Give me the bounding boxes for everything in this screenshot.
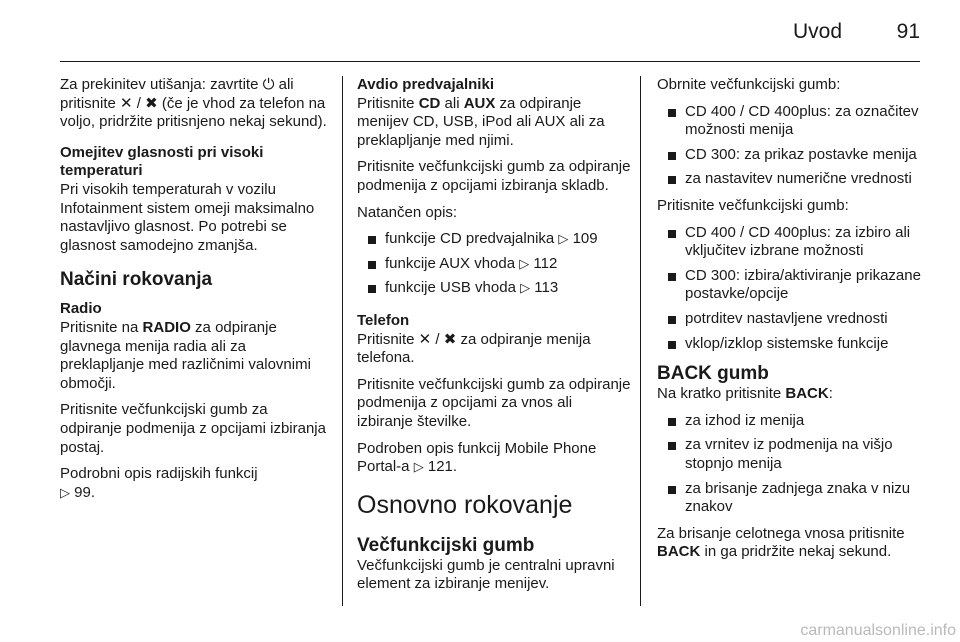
column-middle — [357, 76, 632, 602]
column-right — [657, 76, 925, 570]
paragraph-unmute: Za prekinitev utišanja: zavrtite ⏻ ali pritisnite ✕ / ✖ (če je vhod za telefon na voljo, pridržite pritisnjeno nekaj sekund). — [60, 76, 327, 131]
list-item: CD 300: izbira/aktiviranje prikazane postavke/opcije — [657, 267, 925, 304]
heading-back-button: BACK gumb — [657, 363, 769, 385]
paragraph-audio-submenu: Pritisnite večfunkcijski gumb za odpiranje podmenija z opcijami izbiranja skladb. — [357, 158, 631, 194]
paragraph-back-short: Na kratko pritisnite BACK: — [657, 385, 833, 403]
list-item: za vrnitev iz podmenija na višjo stopnjo menija — [657, 436, 925, 473]
paragraph-clear-entry: Za brisanje celotnega vnosa pritisnite BACK in ga pridržite nekaj sekund. — [657, 524, 905, 561]
paragraph-press-knob: Pritisnite večfunkcijski gumb: — [657, 196, 849, 214]
heading-radio: Radio — [60, 300, 102, 318]
list-press-functions — [657, 224, 925, 354]
heading-phone: Telefon — [357, 311, 410, 329]
paragraph-temperature: Pri visokih temperaturah v vozilu Infotainment sistem omeji maksimalno nastavljivo glasnost. Po potrebi se glasnost samodejno zmanjša. — [60, 180, 315, 254]
page-ref-icon: ▷ — [60, 484, 70, 500]
page-ref-icon: ▷ — [558, 231, 569, 247]
list-item: funkcije AUX vhoda ▷ 112 — [357, 255, 632, 274]
heading-temperature-limit: Omejitev glasnosti pri visoki temperaturi — [60, 143, 264, 180]
paragraph-phone: Pritisnite ✕ / ✖ za odpiranje menija telefona. — [357, 330, 591, 367]
list-item: funkcije CD predvajalnika ▷ 109 — [357, 230, 632, 249]
list-item: za brisanje zadnjega znaka v nizu znakov — [657, 480, 925, 517]
list-item: CD 400 / CD 400plus: za označitev možnosti menija — [657, 103, 925, 140]
paragraph-radio-reference: Podrobni opis radijskih funkcij ▷ 99. — [60, 465, 258, 501]
watermark: carmanualsonline.info — [800, 622, 956, 639]
key-aux: AUX — [463, 94, 496, 112]
list-item: za izhod iz menija — [657, 412, 925, 431]
paragraph-turn-knob: Obrnite večfunkcijski gumb: — [657, 76, 841, 93]
paragraph-multifunction-knob: Večfunkcijski gumb je centralni upravni element za izbiranje menijev. — [357, 556, 615, 593]
paragraph-radio: Pritisnite na RADIO za odpiranje glavnega menija radia ali za preklapljanje med različnimi valovnimi območji. — [60, 318, 311, 392]
header-rule — [60, 61, 920, 62]
column-left — [60, 76, 332, 510]
list-item: CD 300: za prikaz postavke menija — [657, 146, 925, 165]
paragraph-phone-reference: Podroben opis funkcij Mobile Phone Portal-a ▷ 121. — [357, 439, 597, 476]
key-cd: CD — [418, 94, 441, 112]
list-audio-functions — [357, 230, 632, 298]
paragraph-radio-submenu: Pritisnite večfunkcijski gumb za odpiranje podmenija z opcijami izbiranja postaj. — [60, 401, 326, 456]
page-number: 91 — [896, 20, 920, 43]
page-header — [60, 0, 920, 62]
heading-operating-modes: Načini rokovanja — [60, 269, 213, 291]
heading-audio-players: Avdio predvajalniki — [357, 76, 494, 93]
heading-multifunction-knob: Večfunkcijski gumb — [357, 534, 535, 556]
list-back-functions — [657, 412, 925, 517]
page-ref-icon: ▷ — [519, 255, 530, 271]
list-item: CD 400 / CD 400plus: za izbiro ali vključitev izbrane možnosti — [657, 224, 925, 261]
list-item: za nastavitev numerične vrednosti — [657, 170, 925, 189]
paragraph-audio: Pritisnite CD ali AUX za odpiranje menijev CD, USB, iPod ali AUX ali za preklapljanje med njimi. — [357, 94, 605, 149]
heading-basic-operation: Osnovno rokovanje — [357, 490, 573, 519]
paragraph-phone-submenu: Pritisnite večfunkcijski gumb za odpiranje podmenija z opcijami za vnos ali izbiranje številke. — [357, 375, 631, 430]
key-back: BACK — [657, 543, 701, 561]
paragraph-detailed-description: Natančen opis: — [357, 203, 458, 221]
column-divider — [342, 76, 343, 606]
page-title: Uvod — [792, 20, 842, 43]
list-turn-functions — [657, 103, 925, 189]
list-item: funkcije USB vhoda ▷ 113 — [357, 279, 632, 298]
page-ref-icon: ▷ — [413, 459, 424, 475]
page-ref-icon: ▷ — [520, 280, 531, 296]
list-item: potrditev nastavljene vrednosti — [657, 310, 925, 329]
column-divider — [640, 76, 641, 606]
list-item: vklop/izklop sistemske funkcije — [657, 335, 925, 354]
key-radio: RADIO — [142, 318, 191, 336]
key-back: BACK — [785, 385, 829, 403]
